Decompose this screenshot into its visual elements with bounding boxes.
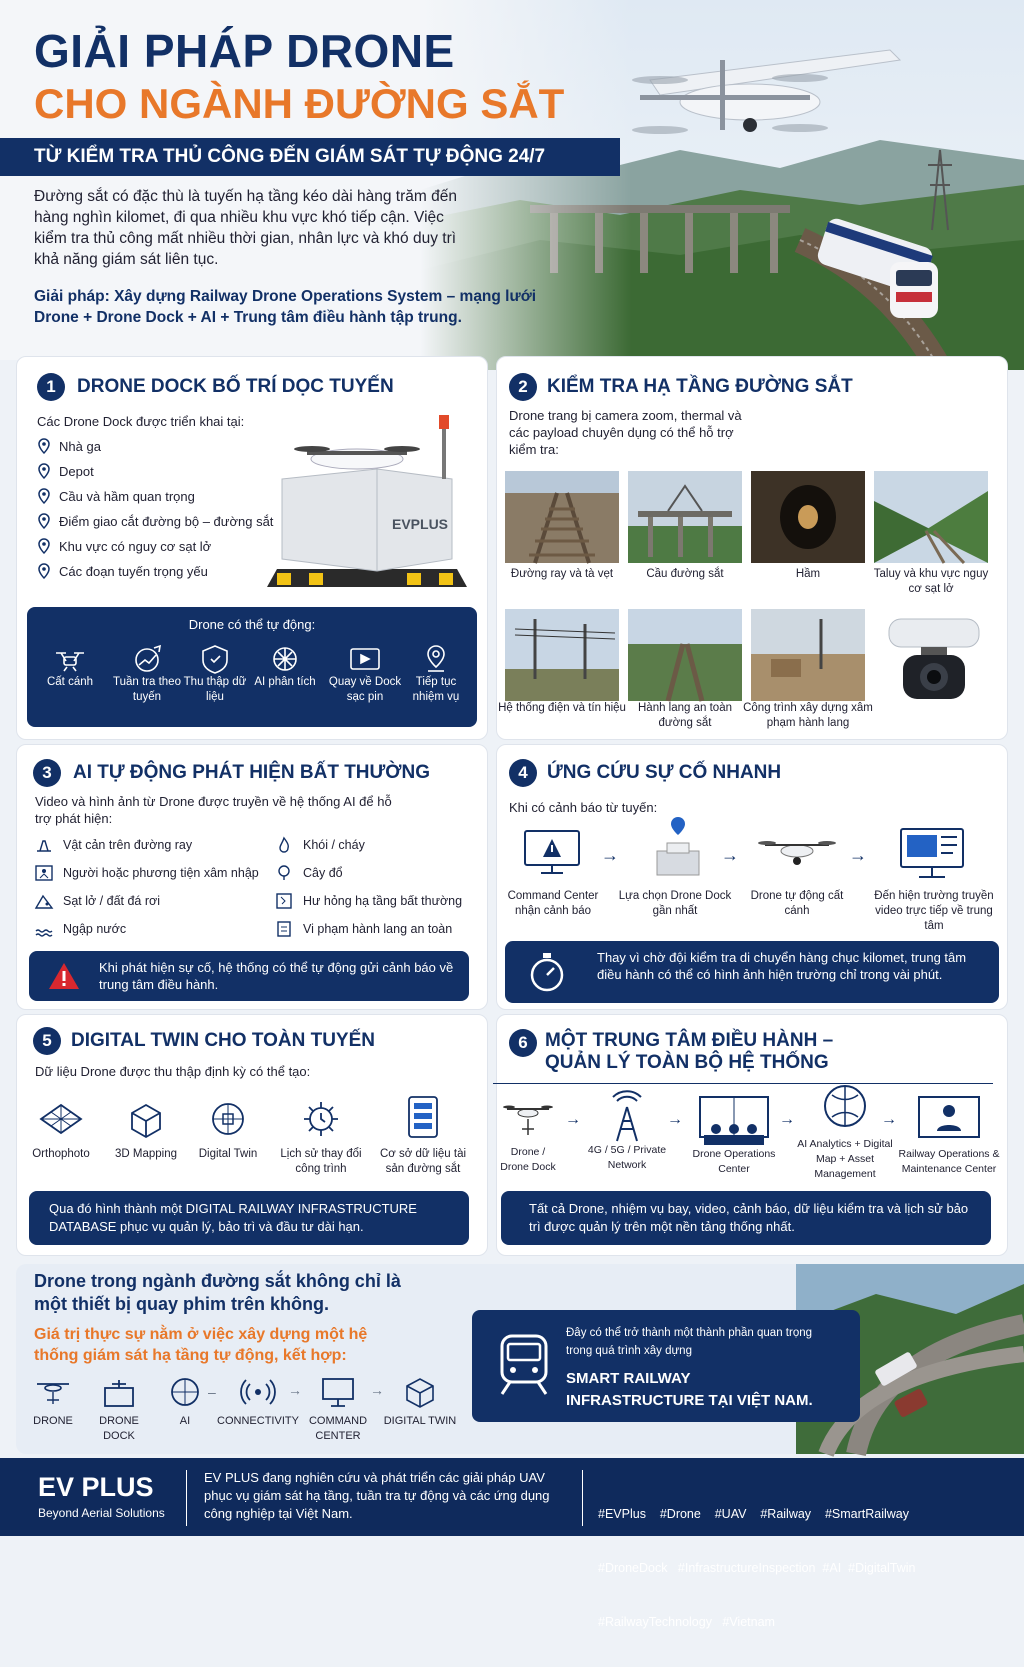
ai-brain-icon <box>166 1376 204 1408</box>
arrow-icon: → <box>881 1111 897 1128</box>
power-signal-photo <box>505 609 619 701</box>
detection-item: Người hoặc phương tiện xâm nhập <box>35 865 259 881</box>
section-title-line1: MỘT TRUNG TÂM ĐIỀU HÀNH – <box>545 1030 834 1051</box>
drone-dock-image <box>257 409 477 589</box>
divider <box>186 1470 187 1526</box>
section-number: 6 <box>509 1029 537 1057</box>
location-pin-icon <box>37 438 51 454</box>
orthophoto-icon <box>37 1099 85 1139</box>
detection-item: Vi phạm hành lang an toàn <box>275 921 452 937</box>
response-note: Thay vì chờ đội kiểm tra di chuyển hàng chục kilomet, trung tâm điều hành có thể có hình ảnh hiện trường chỉ trong vài phút. <box>597 950 967 982</box>
change-history-icon <box>297 1099 345 1139</box>
detection-item: Sạt lở / đất đá rơi <box>35 893 160 909</box>
alert-panel <box>29 951 469 1001</box>
section-number: 1 <box>37 373 65 401</box>
detection-item: Khói / cháy <box>275 837 365 853</box>
intruder-icon <box>35 865 53 881</box>
inspection-label: Hầm <box>795 568 821 580</box>
arrow-icon: → <box>565 1111 581 1128</box>
divider <box>582 1470 583 1526</box>
encroachment-photo <box>751 609 865 701</box>
section-intro: Dữ liệu Drone được thu thập định kỳ có thể tạo: <box>35 1064 311 1079</box>
fallen-tree-icon <box>275 865 293 881</box>
section-number: 2 <box>509 373 537 401</box>
capabilities-title: Drone có thể tự động: <box>188 617 316 632</box>
capability-item: Tuần tra theo tuyến <box>107 643 187 705</box>
hero-section <box>0 0 1024 360</box>
inspection-label: Hành lang an toàn đường sắt <box>638 702 732 729</box>
intro-paragraph: Đường sắt có đặc thù là tuyến hạ tầng kéo dài hàng trăm đến hàng nghìn kilomet, đi qua nhiều khu vực khó tiếp cận. Việc kiểm tra thủ công mất nhiều thời gian, nhân lực và khó duy trì khả năng giám sát liên tục. <box>34 188 457 268</box>
mission-continue-icon <box>416 643 456 675</box>
drone-icon <box>34 1376 72 1408</box>
twin-output-item: Digital Twin <box>187 1099 269 1162</box>
drone-icon <box>757 833 837 873</box>
twin-output-item: Lịch sử thay đổi công trình <box>271 1099 371 1177</box>
dock-brand-label: EVPLUS <box>392 516 449 532</box>
location-pin-icon <box>37 513 51 529</box>
component-item: DIGITAL TWIN <box>380 1376 460 1429</box>
tunnel-photo <box>751 471 865 563</box>
drone-dock-icon <box>100 1376 138 1408</box>
fire-icon <box>275 837 293 853</box>
section-digital-twin <box>16 1014 488 1256</box>
inspection-label: Công trình xây dựng xâm phạm hành lang <box>743 702 873 729</box>
violation-icon <box>275 921 293 937</box>
section-title: KIỂM TRA HẠ TẦNG ĐƯỜNG SẮT <box>547 376 853 397</box>
arrow-icon: → <box>601 845 619 865</box>
closing-value: Giá trị thực sự nằm ở việc xây dựng một hệ thống giám sát hạ tầng tự động, kết hợp: <box>34 1326 368 1364</box>
arrow-icon: → <box>849 845 867 865</box>
company-description: EV PLUS đang nghiên cứu và phát triển các giải pháp UAV phục vụ giám sát hạ tầng, tuần tra tự động và các ứng dụng công nghiệp tại Việt Nam. <box>204 1470 550 1521</box>
arrow-icon: → <box>288 1382 302 1398</box>
component-item: DRONE DOCK <box>82 1376 156 1444</box>
tagline-band: TỪ KIỂM TRA THỦ CÔNG ĐẾN GIÁM SÁT TỰ ĐỘNG 24/7 <box>0 138 620 176</box>
arrow-icon: → <box>370 1382 384 1398</box>
live-video-icon <box>897 827 967 881</box>
component-item: COMMAND CENTER <box>302 1376 374 1444</box>
section-intro: Khi có cảnh báo từ tuyến: <box>509 800 658 815</box>
location-pin-icon <box>37 463 51 479</box>
database-note: Qua đó hình thành một DIGITAL RAILWAY INFRASTRUCTURE DATABASE phục vụ quản lý, bảo trì và đầu tư dài hạn. <box>49 1201 417 1234</box>
asset-database-icon <box>399 1095 447 1139</box>
arrow-icon: → <box>721 845 739 865</box>
twin-output-item: 3D Mapping <box>105 1099 187 1162</box>
detection-item: Vật cản trên đường ray <box>35 837 192 853</box>
ai-analytics-icon <box>820 1081 870 1131</box>
section-title-line2: QUẢN LÝ TOÀN BỘ HỆ THỐNG <box>545 1052 829 1073</box>
callout-text: Đây có thể trở thành một thành phần quan trọng trong quá trình xây dựng <box>566 1327 813 1357</box>
digital-twin-icon <box>204 1099 252 1139</box>
section-title: DRONE DOCK BỐ TRÍ DỌC TUYẾN <box>77 376 394 397</box>
flow-step: Railway Operations & Maintenance Center <box>895 1095 1003 1177</box>
section-number: 3 <box>33 759 61 787</box>
platform-note: Tất cả Drone, nhiệm vụ bay, video, cảnh báo, dữ liệu kiểm tra và lịch sử bảo trì được quản lý trên một nền tảng thống nhất. <box>529 1201 969 1234</box>
warning-icon <box>47 961 81 991</box>
component-item: DRONE <box>28 1376 78 1429</box>
response-note-panel <box>505 941 999 1003</box>
maintenance-center-icon <box>915 1095 983 1143</box>
section-number: 5 <box>33 1027 61 1055</box>
twin-output-item: Cơ sở dữ liệu tài sản đường sắt <box>373 1095 473 1177</box>
capability-item: AI phân tích <box>249 643 321 690</box>
section-command-center <box>496 1014 1008 1256</box>
arrow-icon: → <box>779 1111 795 1128</box>
capabilities-panel <box>27 607 477 727</box>
section-number: 4 <box>509 759 537 787</box>
route-patrol-icon <box>127 643 167 675</box>
response-step: Đến hiện trường truyền video trực tiếp về trung tâm <box>874 890 994 932</box>
database-note-panel <box>29 1191 469 1245</box>
operations-center-icon <box>696 1095 772 1147</box>
detection-item: Cây đổ <box>275 865 343 881</box>
response-step: Drone tự động cất cánh <box>750 890 844 917</box>
component-item: CONNECTIVITY <box>216 1376 300 1429</box>
location-pin-icon <box>37 488 51 504</box>
main-subtitle-orange: CHO NGÀNH ĐƯỜNG SẮT <box>34 80 565 127</box>
twin-output-item: Orthophoto <box>21 1099 101 1162</box>
capability-item: Tiếp tục nhiệm vụ <box>399 643 473 705</box>
location-pin-icon <box>37 538 51 554</box>
alert-text: Khi phát hiện sự cố, hệ thống có thể tự động gửi cảnh báo về trung tâm điều hành. <box>99 960 454 992</box>
drone-takeoff-icon <box>50 643 90 675</box>
drone-icon <box>503 1099 553 1139</box>
detection-item: Ngập nước <box>35 921 126 937</box>
footer <box>0 1458 1024 1629</box>
landslide-icon <box>35 893 53 909</box>
location-item: Cầu và hầm quan trọng <box>37 488 195 504</box>
main-title: GIẢI PHÁP DRONE <box>34 25 455 77</box>
track-photo <box>505 471 619 563</box>
inspection-label: Cầu đường sắt <box>646 568 724 580</box>
train-icon <box>496 1334 552 1398</box>
flow-bracket <box>493 1083 993 1085</box>
flow-step: 4G / 5G / Private Network <box>585 1095 669 1173</box>
platform-note-panel <box>501 1191 991 1245</box>
component-item: AI <box>162 1376 208 1429</box>
section-title: ỨNG CỨU SỰ CỐ NHANH <box>547 762 782 783</box>
dock-return-icon <box>345 643 385 675</box>
location-item: Depot <box>37 463 94 479</box>
response-step: Lựa chọn Drone Dock gần nhất <box>618 890 732 917</box>
section-ai-detection <box>16 744 488 1010</box>
detection-item: Hư hỏng hạ tầng bất thường <box>275 893 462 909</box>
inspection-label: Đường ray và tà vẹt <box>510 568 614 580</box>
section-infrastructure-inspection <box>496 356 1008 740</box>
section-intro: Các Drone Dock được triển khai tại: <box>37 414 245 429</box>
flow-step: Drone / Drone Dock <box>497 1099 559 1175</box>
arrow-icon: → <box>667 1111 683 1128</box>
section-intro: Drone trang bị camera zoom, thermal và các payload chuyên dụng có thể hỗ trợ kiểm tra: <box>509 408 742 457</box>
dash-separator: – <box>208 1384 216 1400</box>
network-tower-icon <box>605 1095 649 1143</box>
flow-step: Drone Operations Center <box>689 1095 779 1177</box>
section-rapid-response <box>496 744 1008 1010</box>
stopwatch-icon <box>527 951 567 993</box>
safety-corridor-photo <box>628 609 742 701</box>
location-item: Nhà ga <box>37 438 101 454</box>
smart-railway-callout <box>472 1310 860 1422</box>
location-item: Khu vực có nguy cơ sạt lở <box>37 538 211 554</box>
solution-statement: Giải pháp: Xây dựng Railway Drone Operations System – mạng lưới Drone + Drone Dock + AI + Trung tâm điều hành tập trung. <box>34 288 537 326</box>
digital-twin-icon <box>401 1376 439 1408</box>
gimbal-camera-image <box>881 611 987 707</box>
capability-item: Quay về Dock sạc pin <box>325 643 405 705</box>
inspection-label: Hệ thống điện và tín hiệu <box>498 702 626 714</box>
obstacle-icon <box>35 837 53 853</box>
ai-brain-icon <box>265 643 305 675</box>
capability-item: Thu thập dữ liệu <box>179 643 251 705</box>
flow-step: AI Analytics + Digital Map + Asset Management <box>797 1081 893 1182</box>
dock-location-icon <box>647 815 709 881</box>
callout-highlight: SMART RAILWAY INFRASTRUCTURE TẠI VIỆT NAM. <box>566 1370 813 1409</box>
location-item: Các đoạn tuyến trọng yếu <box>37 563 208 579</box>
section-drone-dock <box>16 356 488 740</box>
command-center-icon <box>319 1376 357 1408</box>
response-step: Command Center nhận cảnh báo <box>507 890 599 917</box>
data-shield-icon <box>195 643 235 675</box>
damage-icon <box>275 893 293 909</box>
location-pin-icon <box>37 563 51 579</box>
closing-headline: Drone trong ngành đường sắt không chỉ là một thiết bị quay phim trên không. <box>34 1271 401 1314</box>
section-title: DIGITAL TWIN CHO TOÀN TUYẾN <box>71 1030 375 1051</box>
section-title: AI TỰ ĐỘNG PHÁT HIỆN BẤT THƯỜNG <box>73 762 431 783</box>
section-intro: Video và hình ảnh từ Drone được truyền về hệ thống AI để hỗ trợ phát hiện: <box>35 794 392 826</box>
brand-tagline: Beyond Aerial Solutions <box>38 1506 165 1520</box>
flood-icon <box>35 921 53 937</box>
hashtags: #EVPlus #Drone #UAV #Railway #SmartRailway #DroneDock #InfrastructureInspection #AI #DigitalTwin #RailwayTechnology #Vietnam <box>598 1507 916 1629</box>
bridge-photo <box>628 471 742 563</box>
brand-logo: EV PLUS <box>38 1472 154 1502</box>
3d-mapping-icon <box>122 1099 170 1139</box>
inspection-label: Taluy và khu vực nguy cơ sạt lở <box>873 568 989 595</box>
capability-item: Cất cánh <box>35 643 105 690</box>
command-center-icon <box>521 829 583 879</box>
slope-photo <box>874 471 988 563</box>
location-item: Điểm giao cắt đường bộ – đường sắt <box>37 513 273 529</box>
closing-section <box>16 1264 1024 1454</box>
connectivity-icon <box>239 1376 277 1408</box>
